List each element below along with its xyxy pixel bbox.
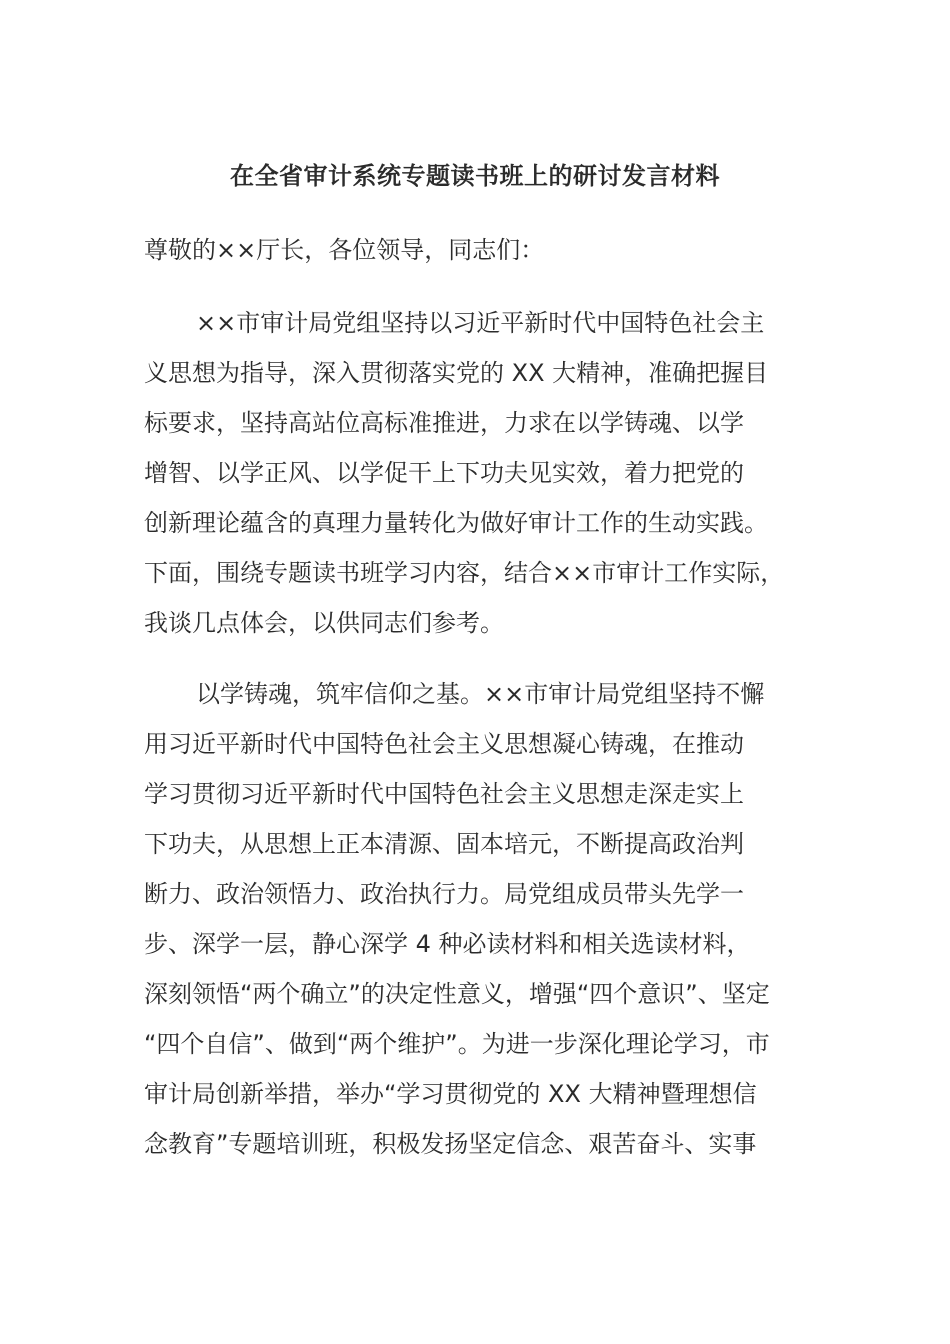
paragraph-line: 步、深学一层，静心深学 4 种必读材料和相关选读材料， xyxy=(144,930,751,958)
paragraph-line: 下功夫，从思想上正本清源、固本培元，不断提高政治判 xyxy=(144,830,744,858)
document-title: 在全省审计系统专题读书班上的研讨发言材料 xyxy=(230,162,720,190)
paragraph-line: 我谈几点体会，以供同志们参考。 xyxy=(144,609,504,637)
paragraph-line: 学习贯彻习近平新时代中国特色社会主义思想走深走实上 xyxy=(144,780,744,808)
paragraph-line: 以学铸魂，筑牢信仰之基。××市审计局党组坚持不懈 xyxy=(196,680,765,708)
paragraph-line: 念教育”专题培训班，积极发扬坚定信念、艰苦奋斗、实事 xyxy=(144,1130,757,1158)
paragraph-line: 断力、政治领悟力、政治执行力。局党组成员带头先学一 xyxy=(144,880,744,908)
paragraph-line: 深刻领悟“两个确立”的决定性意义，增强“四个意识”、坚定 xyxy=(144,980,770,1008)
paragraph-line: 标要求，坚持高站位高标准推进，力求在以学铸魂、以学 xyxy=(144,409,744,437)
paragraph-line: ××市审计局党组坚持以习近平新时代中国特色社会主 xyxy=(196,309,765,337)
paragraph-1 xyxy=(144,298,824,648)
paragraph-line: “四个自信”、做到“两个维护”。为进一步深化理论学习，市 xyxy=(144,1030,770,1058)
paragraph-line: 增智、以学正风、以学促干上下功夫见实效，着力把党的 xyxy=(144,459,744,487)
salutation: 尊敬的××厅长，各位领导，同志们： xyxy=(144,236,545,264)
paragraph-2 xyxy=(144,669,824,1169)
paragraph-line: 创新理论蕴含的真理力量转化为做好审计工作的生动实践。 xyxy=(144,509,768,537)
paragraph-line: 用习近平新时代中国特色社会主义思想凝心铸魂，在推动 xyxy=(144,730,744,758)
paragraph-line: 审计局创新举措，举办“学习贯彻党的 XX 大精神暨理想信 xyxy=(144,1080,757,1108)
paragraph-line: 下面，围绕专题读书班学习内容，结合××市审计工作实际， xyxy=(144,559,785,587)
paragraph-line: 义思想为指导，深入贯彻落实党的 XX 大精神，准确把握目 xyxy=(144,359,769,387)
